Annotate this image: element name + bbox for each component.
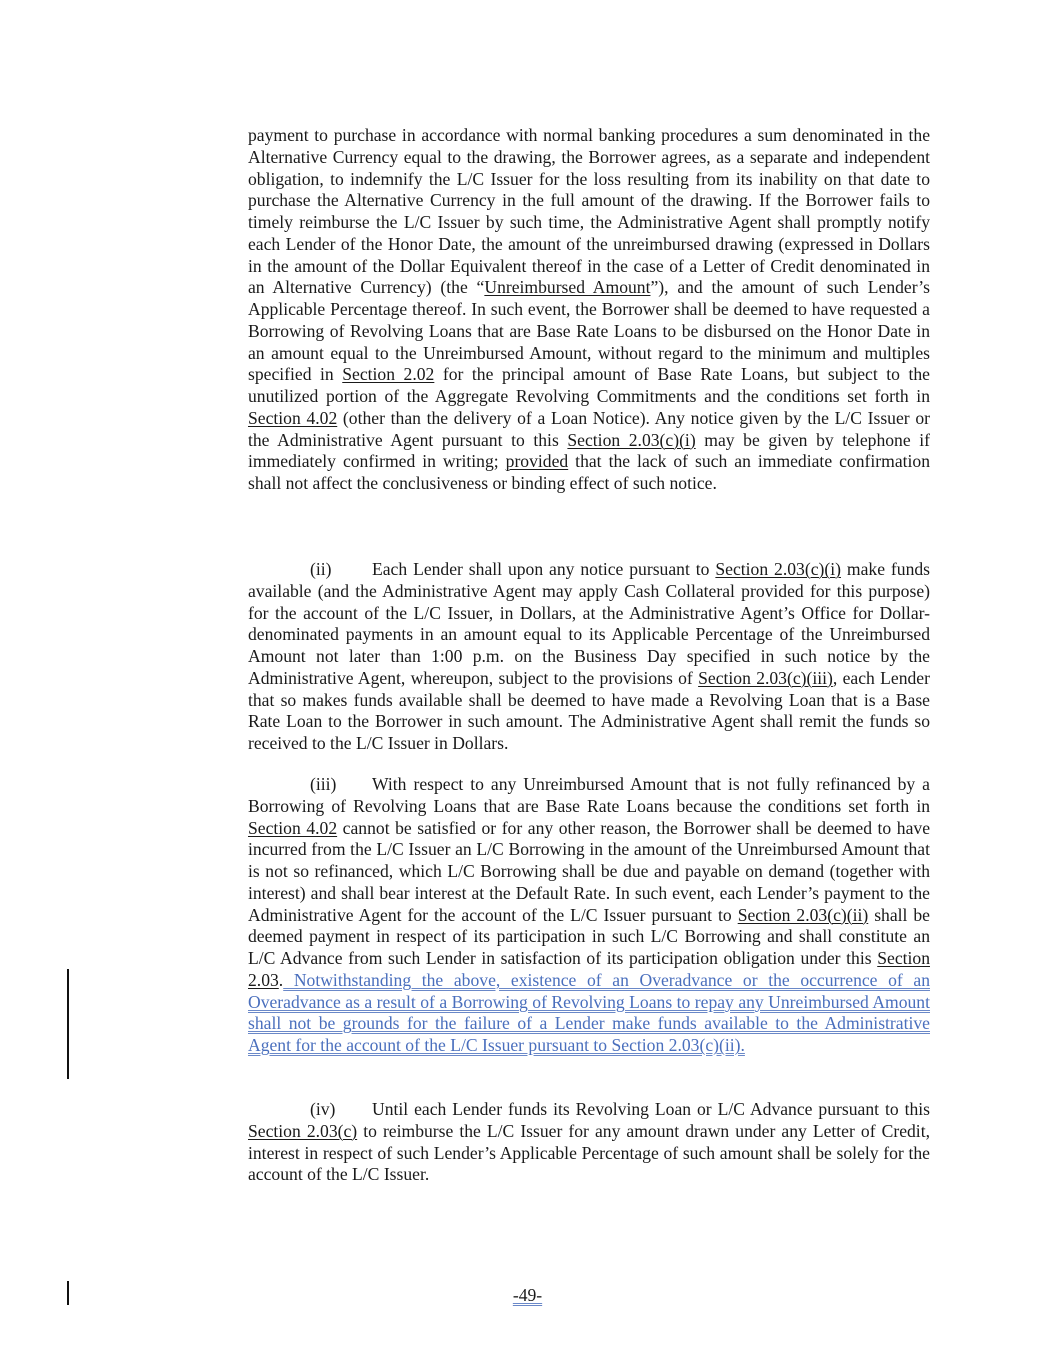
- section-reference: Section 2.03(c)(iii): [698, 667, 833, 688]
- text-run: for the principal amount of Base Rate Loans, but subject to the unutilized portion of the Aggregate Revolving Commitments and the conditions set forth in: [248, 364, 930, 406]
- text-run: cannot be satisfied or for any other reason, the Borrower shall be deemed to have incurred from the L/C Issuer an L/C Borrowing in the amount of the Unreimbursed Amount that is not so refinanced, which L/C Borrowing shall be due and payable on demand (together with interest) and shall bear interest at the Default Rate. In such event, each Lender’s payment to the Administrative Agent for the account of the L/C Issuer pursuant to: [248, 817, 930, 925]
- paragraph-ii: [248, 559, 930, 755]
- clause-number: (iii): [310, 774, 337, 794]
- text-run: payment to purchase in accordance with normal banking procedures a sum denominated in the Alternative Currency equal to the drawing, the Borrower agrees, as a separate and independent obligation, to indemnify the L/C Issuer for the loss resulting from its inability on that date to purchase the Alternative Currency in the full amount of the drawing. If the Borrower fails to timely reimburse the L/C Issuer by such time, the Administrative Agent shall promptly notify each Lender of the Honor Date, the amount of the unreimbursed drawing (expressed in Dollars in the amount of the Dollar Equivalent thereof in the case of a Letter of Credit denominated in an Alternative Currency) (the “: [248, 125, 930, 298]
- clause-number: (iv): [310, 1099, 336, 1119]
- revision-change-bar: [67, 969, 69, 1079]
- section-reference: Section 2.03(c)(i): [567, 429, 696, 450]
- text-run: With respect to any Unreimbursed Amount that is not fully refinanced by a Borrowing of Revolving Loans that are Base Rate Loans because the conditions set forth in: [248, 774, 930, 816]
- provided-term: provided: [505, 451, 569, 472]
- section-reference: Section 2.03(c)(ii): [737, 904, 869, 925]
- paragraph-iii: [248, 774, 930, 1057]
- defined-term-unreimbursed-amount: Unreimbursed Amount: [484, 277, 651, 298]
- paragraph-continuation: [248, 125, 930, 495]
- text-run: Until each Lender funds its Revolving Loan or L/C Advance pursuant to this: [372, 1099, 930, 1119]
- section-reference: Section 2.03(c)(i): [715, 559, 841, 579]
- text-run: that the lack of such an immediate confirmation shall not affect the conclusiveness or binding effect of such notice.: [248, 451, 930, 493]
- text-run: , each Lender that so makes funds available shall be deemed to have made a Revolving Loan that is a Base Rate Loan to the Borrower in such amount. The Administrative Agent shall remit the funds so received to the L/C Issuer in Dollars.: [248, 667, 930, 753]
- text-run: ”), and the amount of such Lender’s Applicable Percentage thereof. In such event, the Borrower shall be deemed to have requested a Borrowing of Revolving Loans that are Base Rate Loans to be disbursed on the Honor Date in an amount equal to the Unreimbursed Amount, without regard to the minimum and multiples specified in: [248, 277, 930, 385]
- text-run: to reimburse the L/C Issuer for any amount drawn under any Letter of Credit, interest in respect of such Lender’s Applicable Percentage of such amount shall be solely for the account of the L/C Issuer.: [248, 1120, 930, 1185]
- text-run: make funds available (and the Administrative Agent may apply Cash Collateral provided for this purpose) for the account of the L/C Issuer, in Dollars, at the Administrative Agent’s Office for Dollar-denominated payments in an amount equal to its Applicable Percentage of the Unreimbursed Amount not later than 1:00 p.m. on the Business Day specified in such notice by the Administrative Agent, whereupon, subject to the provisions of: [248, 559, 931, 688]
- text-run: may be given by telephone if immediately confirmed in writing;: [248, 429, 930, 472]
- section-reference: Section 2.02: [342, 364, 435, 385]
- page-number: -49-: [512, 1285, 543, 1305]
- text-run: .: [278, 969, 284, 990]
- page-footer: [0, 1284, 1055, 1306]
- section-reference: Section 2.03(c): [248, 1120, 358, 1141]
- text-run: Each Lender shall upon any notice pursuant to: [372, 559, 716, 579]
- section-reference: Section 4.02: [248, 817, 338, 838]
- section-reference: Section 2.03: [248, 948, 930, 990]
- inserted-revision-text: Notwithstanding the above, existence of an Overadvance or the occurrence of an Overadvance as a result of a Borrowing of Revolving Loans to repay any Unreimbursed Amount shall not be grounds for the failure of a Lender make funds available to the Administrative Agent for the account of the L/C Issuer pursuant to Section 2.03(c)(ii).: [248, 969, 930, 1055]
- text-run: shall be deemed payment in respect of its participation in such L/C Borrowing and shall constitute an L/C Advance from such Lender in satisfaction of its participation obligation under this: [248, 904, 930, 968]
- paragraph-iv: [248, 1099, 930, 1186]
- section-reference: Section 4.02: [248, 407, 338, 428]
- text-run: (other than the delivery of a Loan Notice). Any notice given by the L/C Issuer or the Administrative Agent pursuant to this: [248, 407, 930, 450]
- clause-number: (ii): [310, 559, 332, 579]
